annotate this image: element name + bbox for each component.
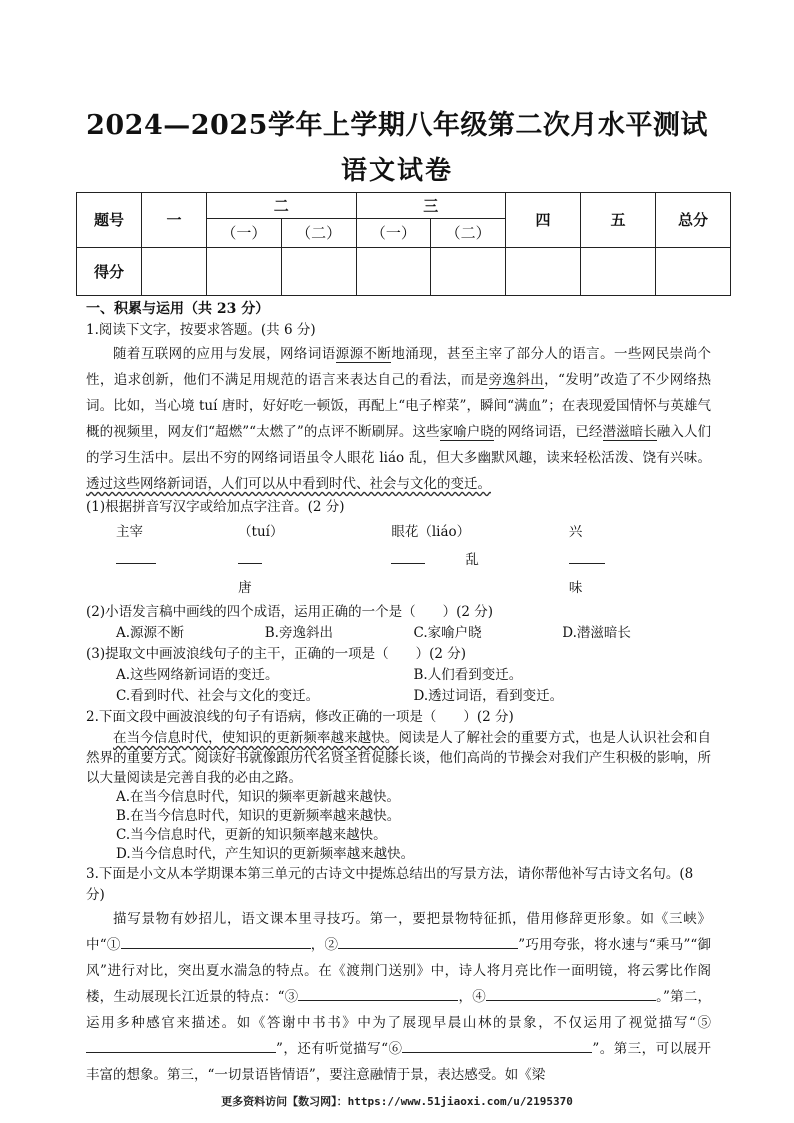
score-cell[interactable] (581, 247, 656, 295)
q3-passage: 描写景物有妙招儿，语文课本里寻技巧。第一，要把景物特征抓，借用修辞更形象。如《三峡》中“① ，② ”巧用夸张，将水速与“乘马”“御风”进行对比，突出夏水湍急的特点。在《渡荆门送别》中，诗人将月亮比作一面明镜，将云雾比作阁楼，生动展现长江近景的特点：“③ ，④ 。”第二，运用多种感官来描述。如《答谢中书书》中为了展现早晨山林的景象，不仅运用了视觉描写“⑤”，还有听觉描写“⑥ ”。第三，可以展开丰富的想象。第三，“一切景语皆情语”，要注意融情于景，表达感受。如《梁 (86, 911, 712, 1083)
col-3: 三 (356, 193, 506, 219)
score-label: 得分 (77, 247, 142, 295)
sub-col-3: （一） (356, 219, 431, 247)
answer-blank[interactable] (121, 934, 311, 949)
score-cell[interactable] (207, 247, 282, 295)
option[interactable]: C.当今信息时代，更新的知识频率越来越快。 (116, 827, 387, 843)
answer-blank[interactable] (338, 934, 518, 949)
q2-stem: 2.下面文段中画波浪线的句子有语病，修改正确的一项是（ ）(2 分) (86, 709, 514, 725)
section-heading: 一、积累与运用（共 23 分） (86, 301, 270, 317)
option[interactable]: D.潜滋暗长 (562, 625, 631, 641)
option[interactable]: A.这些网络新词语的变迁。 (116, 667, 279, 683)
sub-col-2: （二） (281, 219, 356, 247)
option[interactable]: A.在当今信息时代，知识的频率更新越来越快。 (116, 789, 401, 805)
pinyin-fill-row: 主宰 （tuí）唐 眼花（liáo）乱 兴味 (86, 518, 711, 602)
q1-sub3-options-row (86, 665, 711, 686)
sub-col-1: （一） (207, 219, 282, 247)
option[interactable]: C.家喻户晓 (413, 625, 482, 641)
q2-options (86, 788, 711, 864)
col-5: 五 (581, 193, 656, 248)
option[interactable]: B.在当今信息时代，知识的更新频率越来越快。 (116, 808, 401, 824)
q1-sub2-options (86, 623, 711, 644)
answer-blank[interactable] (116, 549, 156, 564)
answer-blank[interactable] (86, 1038, 276, 1053)
option[interactable]: B.旁逸斜出 (264, 625, 333, 641)
option[interactable]: C.看到时代、社会与文化的变迁。 (116, 688, 320, 704)
answer-blank[interactable] (298, 986, 458, 1001)
col-4: 四 (506, 193, 581, 248)
option[interactable]: B.人们看到变迁。 (413, 667, 523, 683)
option[interactable]: D.当今信息时代，产生知识的更新频率越来越快。 (116, 846, 415, 862)
score-cell[interactable] (281, 247, 356, 295)
exam-subtitle: 语文试卷 (340, 156, 453, 186)
option[interactable]: A.源源不断 (116, 625, 185, 641)
answer-blank[interactable] (569, 549, 605, 564)
q3-stem: 3.下面是小文从本学期课本第三单元的古诗文中提炼总结出的写景方法，请你帮他补写古诗文名句。(8 分) (86, 866, 694, 903)
exam-title: 2024—2025学年上学期八年级第二次月水平测试 (86, 110, 708, 141)
q1-sub2: (2)小语发言稿中画线的四个成语，运用正确的一个是（ ）(2 分) (86, 604, 494, 620)
q1-intro: 1.阅读下文字，按要求答题。(共 6 分) (86, 322, 316, 338)
answer-blank[interactable] (486, 986, 656, 1001)
answer-blank[interactable] (402, 1038, 592, 1053)
sub-col-4: （二） (431, 219, 506, 247)
score-cell[interactable] (656, 247, 731, 295)
q1-sub1: (1)根据拼音写汉字或给加点字注音。(2 分) (86, 499, 345, 515)
footer-link[interactable]: 更多资料访问【数习网】：https://www.51jiaoxi.com/u/2195370 (221, 1095, 573, 1108)
q2-passage: 在当今信息时代，使知识的更新频率越来越快。阅读是人了解社会的重要方式，也是人认识社会和自然界的重要方式。阅读好书就像跟历代名贤圣哲促膝长谈，他们高尚的节操会对我们产生积极的影响，所以大量阅读是完善自我的必由之路。 (86, 730, 711, 786)
q1-passage: 随着互联网的应用与发展，网络词语源源不断地涌现，甚至主宰了部分人的语言。一些网民崇尚个性，追求创新，他们不满足用规范的语言来表达自己的看法，而是旁逸斜出，“发明”改造了不少网络热词。比如，当心境 tuí 唐时，好好吃一顿饭，再配上“电子榨菜”，瞬间“满血”；在表现爱国情怀与英雄气概的视频里，网友们“超燃”“太燃了”的点评不断刷屏。这些家喻户晓的网络词语，已经潜滋暗长融入人们的学习生活中。层出不穷的网络词语虽令人眼花 liáo 乱，但大多幽默风趣，读来轻松活泼、饶有兴味。透过这些网络新词语，人们可以从中看到时代、社会与文化的变迁。 (86, 346, 712, 492)
col-total: 总分 (656, 193, 731, 248)
col-2: 二 (207, 193, 357, 219)
col-1: 一 (142, 193, 207, 248)
answer-blank[interactable] (238, 549, 262, 564)
answer-blank[interactable] (391, 549, 425, 564)
score-cell[interactable] (356, 247, 431, 295)
score-cell[interactable] (506, 247, 581, 295)
score-table (76, 192, 731, 296)
score-cell[interactable] (431, 247, 506, 295)
q1-sub3-options-row (86, 686, 711, 707)
score-cell[interactable] (142, 247, 207, 295)
header-label: 题号 (77, 193, 142, 248)
section-1 (86, 299, 711, 1088)
option[interactable]: D.透过词语，看到变迁。 (413, 688, 564, 704)
q1-sub3: (3)提取文中画波浪线句子的主干，正确的一项是（ ）(2 分) (86, 646, 467, 662)
